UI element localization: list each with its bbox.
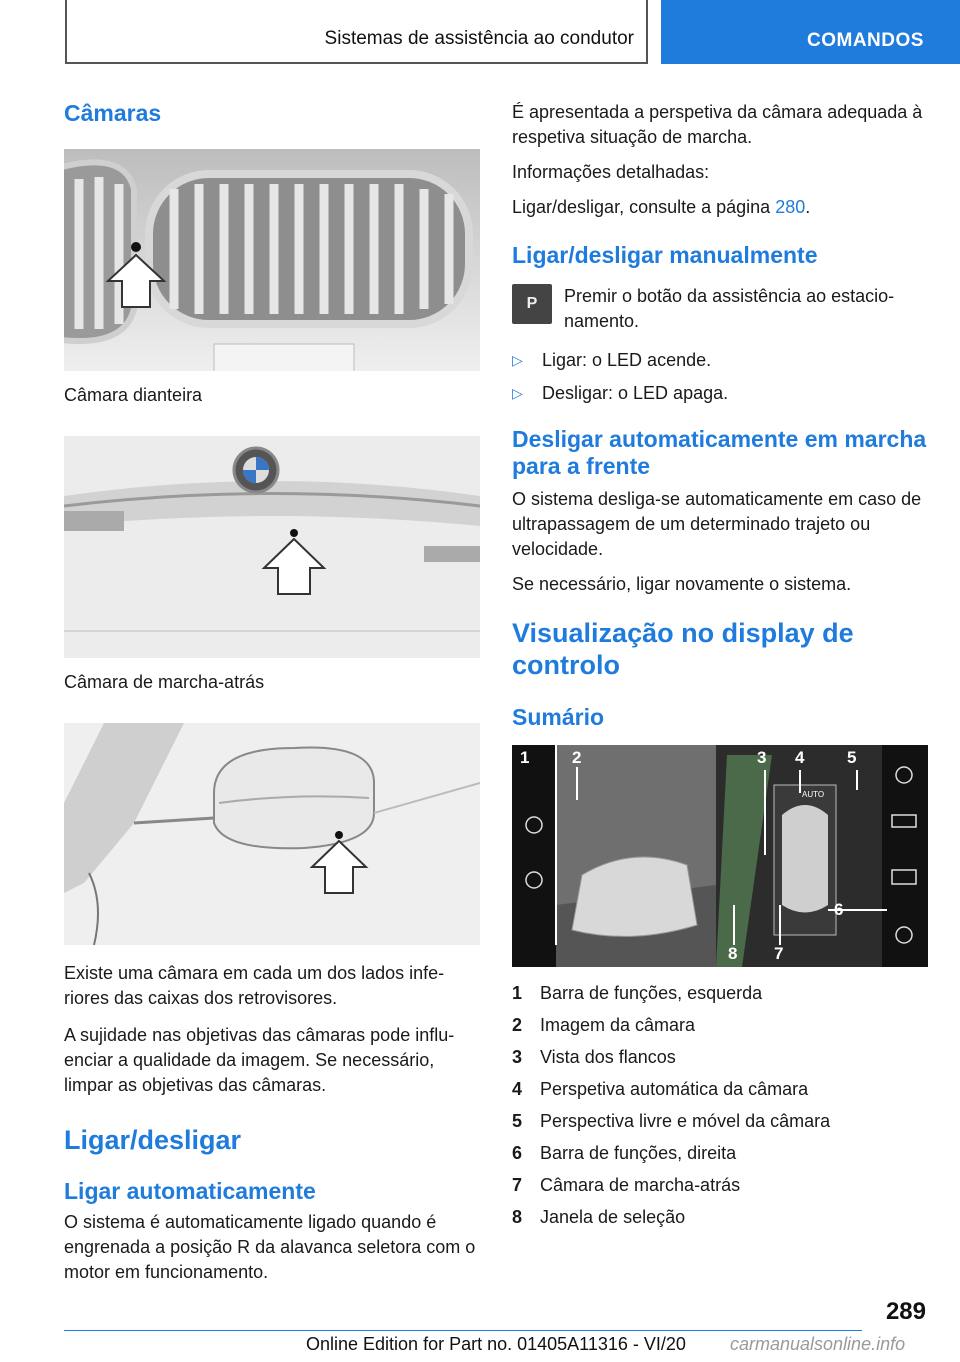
- info-label: Informações detalhadas:: [512, 162, 710, 182]
- right-column: [512, 100, 928, 1233]
- diagram-label-8: 8: [728, 944, 738, 964]
- list-item: ▷ Desligar: o LED apaga.: [512, 381, 928, 406]
- onoff-ref-text: Ligar/desligar, consulte a página: [512, 197, 776, 217]
- heading-cameras: Câmaras: [64, 100, 162, 126]
- diagram-label-3: 3: [757, 748, 767, 768]
- footer-divider: [64, 1330, 862, 1331]
- para-again: Se necessário, ligar novamente o sistema.: [512, 573, 852, 594]
- section-tab: [661, 0, 960, 64]
- list-item: 5 Perspectiva livre e móvel da câmara: [512, 1111, 831, 1132]
- caption-rear: Câmara de marcha-atrás: [64, 672, 265, 692]
- heading-display: Visualização no display de controlo: [512, 617, 854, 681]
- sub-off-auto: Desligar automaticamente em marcha para a frente: [512, 425, 927, 480]
- diagram-label-1: 1: [520, 748, 530, 768]
- watermark: carmanualsonline.info: [730, 1334, 906, 1354]
- section-label: COMANDOS: [807, 30, 924, 51]
- para-dirt: A sujidade nas objetivas das câmaras pode influ-enciar a qualidade da imagem. Se necessário, limpar as objetivas das câmaras.: [64, 1025, 455, 1095]
- caption-front: Câmara dianteira: [64, 385, 203, 405]
- triangle-bullet-icon: ▷: [512, 351, 523, 368]
- list-item: 8 Janela de seleção: [512, 1207, 686, 1228]
- heading-on-off: Ligar/desligar: [64, 1125, 242, 1155]
- para-off-auto: O sistema desliga-se automaticamente em caso de ultrapassagem de um determinado trajeto ou velocidade.: [512, 488, 922, 559]
- legend-list: [512, 977, 928, 1233]
- press-instruction: Premir o botão da assistência ao estacio-namento.: [564, 285, 895, 331]
- front-camera-image: [64, 149, 480, 371]
- diagram-label-7: 7: [774, 944, 784, 964]
- page-link-280[interactable]: 280: [775, 197, 806, 217]
- list-item: ▷ Ligar: o LED acende.: [512, 348, 928, 373]
- list-item: 4 Perspetiva automática da câmara: [512, 1079, 809, 1100]
- led-list: [512, 348, 928, 406]
- list-item: 6 Barra de funções, direita: [512, 1143, 737, 1164]
- list-item: 2 Imagem da câmara: [512, 1015, 696, 1036]
- diagram-label-6: 6: [834, 900, 844, 920]
- side-camera-image: [64, 723, 480, 945]
- onoff-reference: [512, 195, 928, 220]
- sub-auto-on: Ligar automaticamente: [64, 1178, 316, 1205]
- chapter-title: Sistemas de assistência ao condutor: [324, 28, 634, 49]
- display-overview-image: [512, 745, 928, 967]
- sub-manual: Ligar/desligar manualmente: [512, 242, 818, 268]
- rear-camera-image: [64, 436, 480, 658]
- edition-note: Online Edition for Part no. 01405A11316 - VI/20: [306, 1334, 686, 1354]
- list-item: 3 Vista dos flancos: [512, 1047, 676, 1068]
- running-header: [65, 0, 648, 64]
- para-side-cameras: Existe uma câmara em cada um dos lados infe-riores das caixas dos retrovisores.: [64, 963, 445, 1008]
- list-item: 1 Barra de funções, esquerda: [512, 983, 763, 1004]
- sub-summary: Sumário: [512, 703, 605, 730]
- diagram-label-5: 5: [847, 748, 857, 768]
- list-item: 7 Câmara de marcha-atrás: [512, 1175, 741, 1196]
- triangle-bullet-icon: ▷: [512, 384, 523, 401]
- para-auto-on: O sistema é automaticamente ligado quando é engrenada a posição R da alavanca seletora com o motor em funcionamento.: [64, 1211, 476, 1282]
- page-number: 289: [885, 1298, 926, 1325]
- para-perspective: É apresentada a perspetiva da câmara adequada à respetiva situação de marcha.: [512, 102, 923, 147]
- auto-badge: AUTO: [802, 790, 825, 800]
- onoff-ref-end: .: [805, 197, 811, 217]
- parking-button-icon: P: [512, 284, 552, 324]
- manual-instruction: [512, 284, 928, 334]
- diagram-label-4: 4: [795, 748, 805, 768]
- left-column: [64, 100, 480, 1285]
- diagram-label-2: 2: [572, 748, 582, 768]
